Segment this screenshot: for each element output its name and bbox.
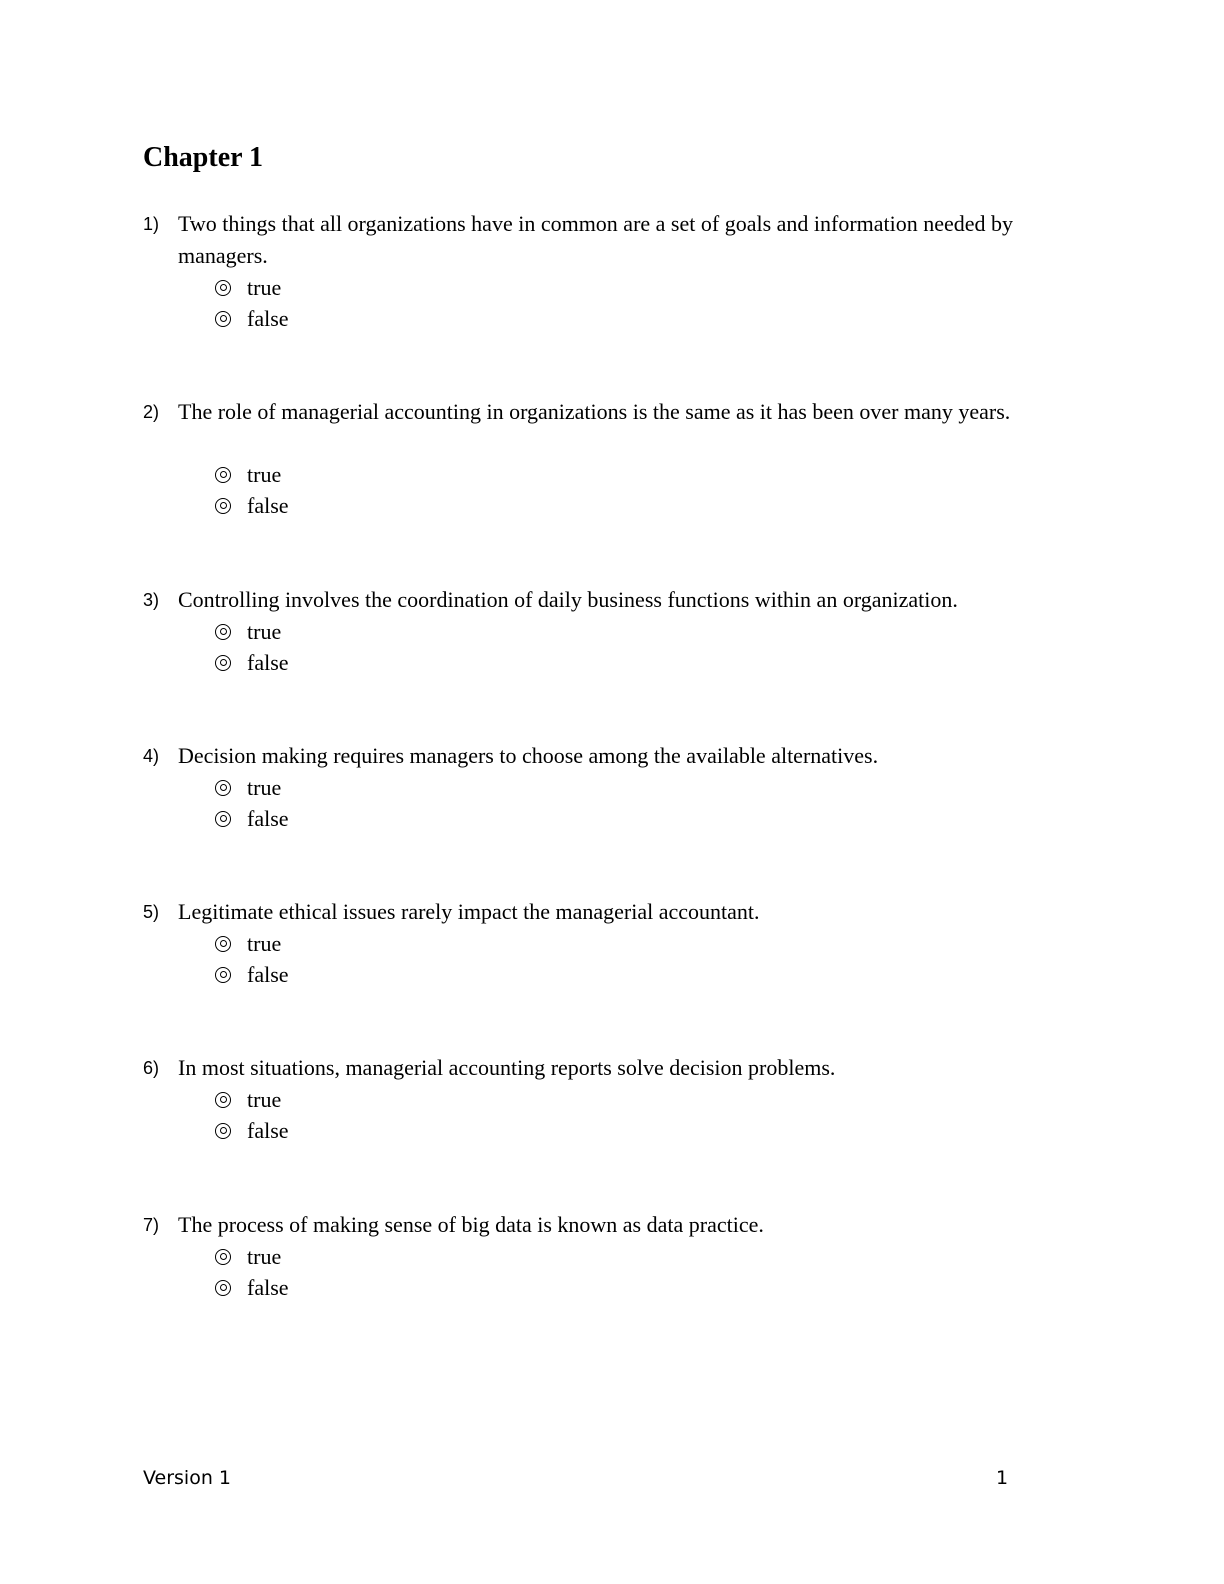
question-number: 7): [143, 1215, 160, 1235]
radio-icon[interactable]: [215, 498, 231, 514]
question-text: The role of managerial accounting in organizations is the same as it has been over many years.: [178, 399, 1011, 424]
option-label: false: [247, 1118, 289, 1144]
question-text: Controlling involves the coordination of daily business functions within an organization.: [178, 587, 958, 612]
question-number: 6): [143, 1058, 160, 1078]
option-label: true: [247, 931, 282, 957]
chapter-title: Chapter 1: [143, 142, 264, 173]
question-number: 4): [143, 746, 160, 766]
radio-icon[interactable]: [215, 811, 231, 827]
option-false[interactable]: [215, 1115, 289, 1146]
option-false[interactable]: [215, 1272, 289, 1303]
answer-options: [215, 1241, 289, 1304]
option-true[interactable]: [215, 616, 289, 647]
radio-icon[interactable]: [215, 780, 231, 796]
radio-icon[interactable]: [215, 1280, 231, 1296]
radio-icon[interactable]: [215, 1249, 231, 1265]
option-label: false: [247, 806, 289, 832]
radio-icon[interactable]: [215, 936, 231, 952]
question-number: 2): [143, 402, 160, 422]
option-true[interactable]: [215, 1084, 289, 1115]
radio-icon[interactable]: [215, 280, 231, 296]
answer-options: [215, 272, 289, 335]
radio-icon[interactable]: [215, 655, 231, 671]
option-false[interactable]: [215, 803, 289, 834]
question-number: 1): [143, 214, 160, 234]
option-label: true: [247, 1087, 282, 1113]
answer-options: [215, 928, 289, 991]
option-true[interactable]: [215, 459, 289, 490]
question-text: The process of making sense of big data is known as data practice.: [178, 1212, 764, 1237]
question-text: Legitimate ethical issues rarely impact the managerial accountant.: [178, 899, 760, 924]
answer-options: [215, 459, 289, 522]
option-label: false: [247, 962, 289, 988]
footer-page-number: 1: [996, 1467, 1009, 1489]
answer-options: [215, 772, 289, 835]
option-label: true: [247, 619, 282, 645]
radio-icon[interactable]: [215, 1123, 231, 1139]
option-label: false: [247, 650, 289, 676]
question-text: In most situations, managerial accounting reports solve decision problems.: [178, 1055, 836, 1080]
option-label: true: [247, 775, 282, 801]
question-text: Decision making requires managers to choose among the available alternatives.: [178, 743, 879, 768]
radio-icon[interactable]: [215, 624, 231, 640]
answer-options: [215, 1084, 289, 1147]
radio-icon[interactable]: [215, 1092, 231, 1108]
option-label: true: [247, 462, 282, 488]
option-true[interactable]: [215, 772, 289, 803]
question-number: 5): [143, 902, 160, 922]
option-label: false: [247, 493, 289, 519]
radio-icon[interactable]: [215, 967, 231, 983]
answer-options: [215, 616, 289, 679]
option-label: false: [247, 1275, 289, 1301]
question-text: Two things that all organizations have in common are a set of goals and information needed by managers.: [178, 211, 1014, 268]
option-label: true: [247, 275, 282, 301]
option-true[interactable]: [215, 1241, 289, 1272]
option-false[interactable]: [215, 303, 289, 334]
option-false[interactable]: [215, 490, 289, 521]
option-label: false: [247, 306, 289, 332]
option-false[interactable]: [215, 959, 289, 990]
radio-icon[interactable]: [215, 311, 231, 327]
footer-version: Version 1: [143, 1467, 231, 1489]
option-true[interactable]: [215, 928, 289, 959]
option-true[interactable]: [215, 272, 289, 303]
option-label: true: [247, 1244, 282, 1270]
option-false[interactable]: [215, 647, 289, 678]
radio-icon[interactable]: [215, 467, 231, 483]
question-number: 3): [143, 590, 160, 610]
